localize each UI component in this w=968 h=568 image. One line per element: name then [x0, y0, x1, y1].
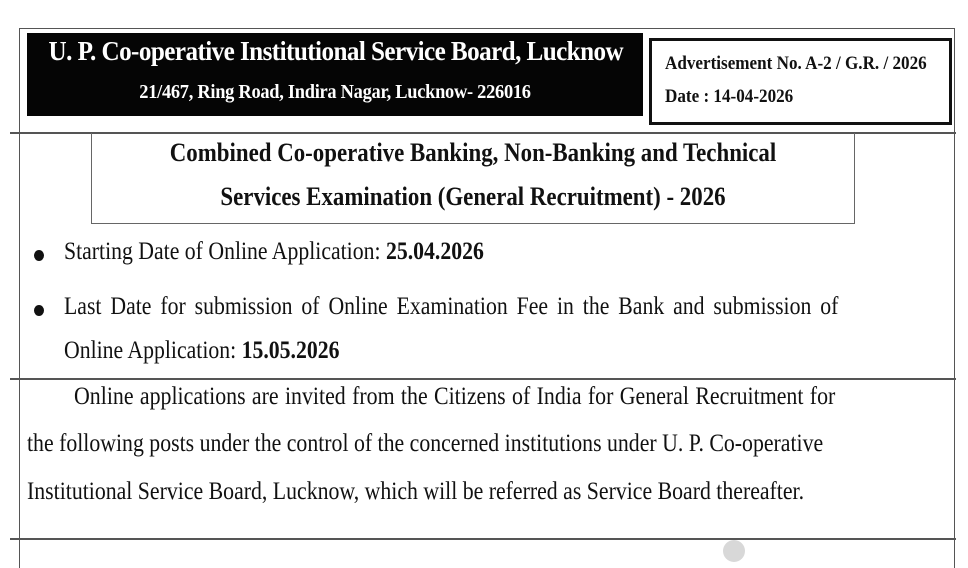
- key-date-continuation: [64, 337, 339, 365]
- key-date-label-cont: Online Application:: [64, 337, 242, 364]
- bullet-icon: [34, 305, 44, 316]
- watermark-mark: [723, 540, 745, 562]
- intro-paragraph-line-2: the following posts under the control of the concerned institutions under U. P. Co-operative: [27, 430, 824, 457]
- key-date-value: 25.04.2026: [385, 238, 484, 265]
- key-date-text: [64, 238, 484, 266]
- exam-title-box: [91, 133, 855, 224]
- bullet-icon: [34, 250, 44, 261]
- intro-paragraph-line-3: Institutional Service Board, Lucknow, which will be referred as Service Board thereafter.: [27, 478, 805, 505]
- advertisement-number: Advertisement No. A-2 / G.R. / 2026: [665, 53, 927, 74]
- org-name: U. P. Co-operative Institutional Service Board, Lucknow: [48, 36, 624, 66]
- org-header-banner: [27, 33, 643, 116]
- org-address: 21/467, Ring Road, Indira Nagar, Lucknow- 226016: [139, 81, 531, 103]
- key-date-value: 15.05.2026: [241, 337, 340, 364]
- exam-title-line-1: Combined Co-operative Banking, Non-Banking and Technical: [169, 138, 777, 167]
- key-date-label: Last Date for submission of Online Examination Fee in the Bank and submission of: [64, 293, 839, 320]
- advertisement-box: [649, 38, 952, 125]
- key-date-label: Starting Date of Online Application:: [64, 238, 386, 265]
- advertisement-date: Date : 14-04-2026: [665, 86, 794, 107]
- divider: [10, 378, 956, 380]
- divider: [10, 538, 956, 540]
- intro-paragraph-line-1: Online applications are invited from the Citizens of India for General Recruitment for: [74, 383, 836, 410]
- exam-title-line-2: Services Examination (General Recruitment) - 2026: [220, 182, 726, 211]
